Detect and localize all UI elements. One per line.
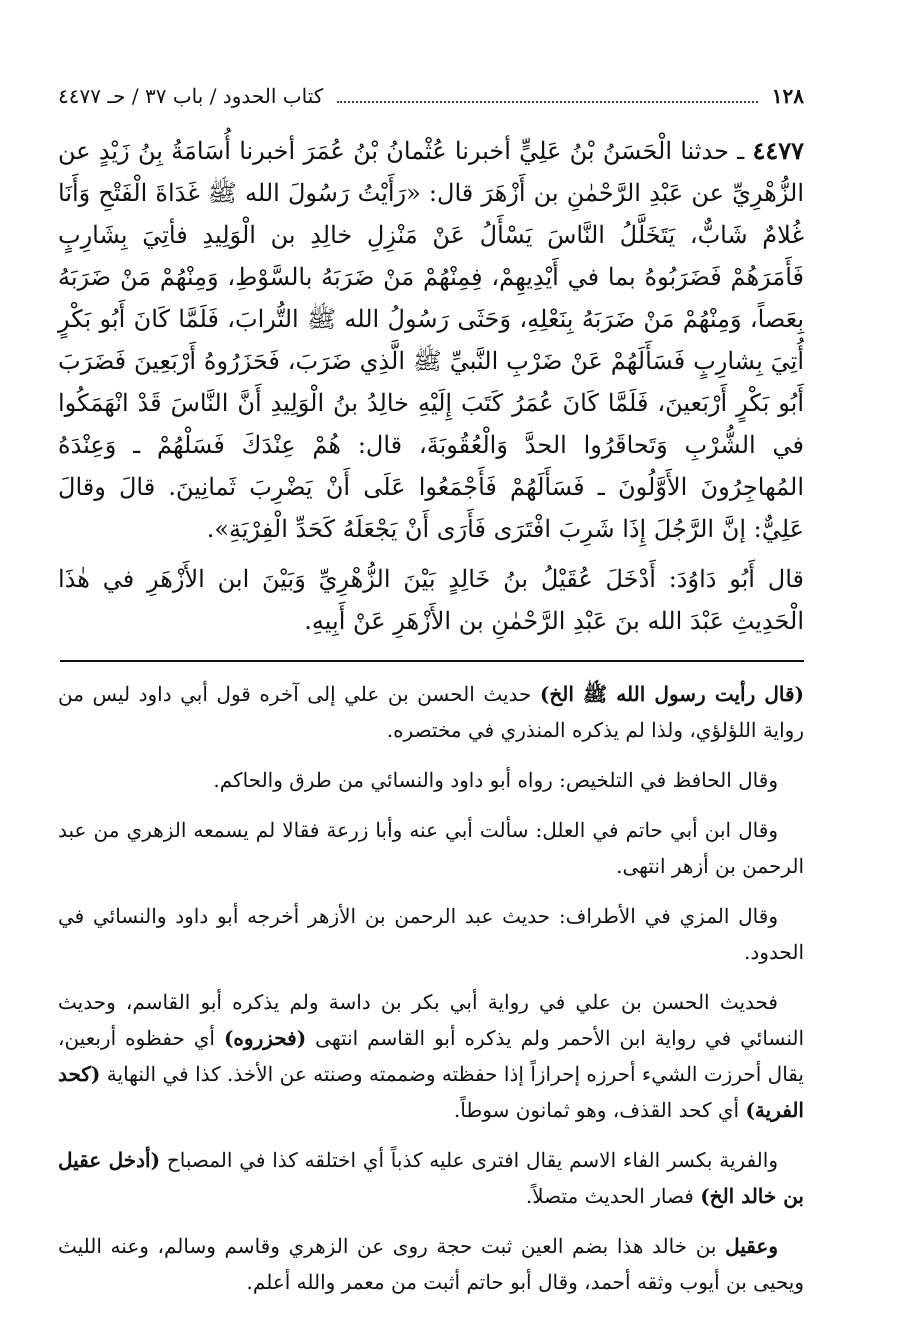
note-keyword: (قال رأيت رسول الله ﷺ الخ) [539,682,804,706]
running-head [58,84,804,120]
footnote-separator [60,660,804,662]
book-page [58,84,804,1314]
note-text: والفرية بكسر الفاء الاسم يقال افترى عليه كذباً أي اختلقه كذا في المصباح [160,1148,778,1172]
note-keyword: (فحزروه) [223,1026,307,1050]
note-text: بن خالد هذا بضم العين ثبت حجة روى عن الزهري وقاسم وسالم، وعنه الليث ويحيى بن أيوب وثقه أحمد، وقال أبو حاتم أثبت من معمر والله أعلم. [58,1234,804,1294]
note-paragraph [58,984,804,1128]
note-text: أي كحد القذف، وهو ثمانون سوطاً. [453,1098,746,1122]
leader-dots [337,89,758,103]
hadith-paragraph [58,130,804,550]
main-text [58,130,804,642]
note-paragraph [58,1142,804,1214]
note-text: فصار الحديث متصلاً. [525,1184,701,1208]
note-paragraph [58,1228,804,1300]
note-paragraph [58,676,804,748]
note-paragraph: وقال المزي في الأطراف: حديث عبد الرحمن بن الأزهر أخرجه أبو داود والنسائي في الحدود. [58,904,804,964]
note-text: أي حفظوه أربعين، يقال أحرزت الشيء أحرزه إحرازاً إذا حفظته وضممته وصنته عن الأخذ. كذا في النهاية [58,1026,804,1086]
running-title: كتاب الحدود / باب ٣٧ / حـ ٤٤٧٧ [58,84,324,108]
note-paragraph: وقال الحافظ في التلخيص: رواه أبو داود والنسائي من طرق والحاكم. [213,768,778,792]
abu-dawud-note: قال أَبُو دَاوُدَ: أَدْخَلَ عُقَيْلُ بنُ خَالِدٍ بَيْنَ الزُّهْرِيِّ وَبَيْنَ ابن الأَزْهَرِ في هٰذَا الْحَدِيثِ عَبْدَ الله بنَ عَبْدِ الرَّحْمٰنِ بن الأَزْهَرِ عَنْ أَبِيهِ. [58,565,804,635]
note-text: حديث الحسن بن علي إلى آخره قول أبي داود ليس من رواية اللؤلؤي، ولذا لم يذكره المنذري في مختصره. [58,682,804,742]
note-keyword: (أدخل عقيل بن خالد الخ) [58,1148,804,1208]
note-text: فحديث الحسن بن علي في رواية أبي بكر بن داسة ولم يذكره أبو القاسم، وحديث النسائي في رواية ابن الأحمر ولم يذكره أبو القاسم انتهى [58,990,804,1050]
note-keyword: وعقيل [725,1234,778,1258]
commentary-notes [58,676,804,1300]
page-number: ١٢٨ [771,84,804,108]
note-keyword: (كحد الفرية) [58,1062,804,1122]
hadith-number: ٤٤٧٧ [752,136,804,165]
hadith-text: ـ حدثنا الْحَسَنُ بْنُ عَلِيٍّ أخبرنا عُثْمانُ بْنُ عُمَرَ أخبرنا أُسَامَةُ بِنُ زَيْدٍ عن الزُّهْرِيِّ عن عَبْدِ الرَّحْمٰنِ بن أَزْهَرَ قال: «رَأَيْتُ رَسُولَ الله ﷺ غَدَاةَ الْفَتْحِ وَأَنَا غُلامٌ شَابٌّ، يَتَخَلَّلُ النَّاسَ يَسْأَلُ عَنْ مَنْزِلِ خالِدِ بن الْوَلِيدِ فأتِيَ بِشَارِبٍ فَأَمَرَهُمْ فَضَرَبُوهُ بما في أَيْدِيهِمْ، فِمِنْهُمْ مَنْ ضَرَبَهُ بالسَّوْطِ، وَمِنْهُمْ مَنْ ضَرَبَهُ بِعَصاً، وَمِنْهُمْ مَنْ ضَرَبَهُ بِنَعْلِهِ، وَحَثَى رَسُولُ الله ﷺ التُّرابَ، فَلَمَّا كَانَ أَبُو بَكْرٍ أُتِيَ بِشارِبٍ فَسَأَلَهُمْ عَنْ ضَرْبِ النَّبيِّ ﷺ الَّذِي ضَرَبَ، فَحَزَرُوهُ أَرْبَعِينَ فَضَرَبَ أَبُو بَكْرٍ أَرْبَعينَ، فَلَمَّا كَانَ عُمَرُ كَتَبَ إِلَيْهِ خالِدُ بنُ الْوَلِيدِ أَنَّ النَّاسَ قَدْ انْهَمَكُوا في الشُّرْبِ وَتَحاقَرُوا الحدَّ وَالْعُقُوبَةَ، قال: هُمْ عِنْدَكَ فَسَلْهُمْ ـ وَعِنْدَهُ المُهاجِرُونَ الأَوَّلُونَ ـ فَسَأَلَهُمْ فَأَجْمَعُوا عَلَى أَنْ يَضْرِبَ ثَمانِينَ. قالَ وقالَ عَلِيٌّ: إنَّ الرَّجُلَ إِذَا شَرِبَ افْتَرَى فَأَرَى أَنْ يَجْعَلَهُ كَحَدِّ الْفِرْيَةِ». [58,137,805,543]
note-paragraph: وقال ابن أبي حاتم في العلل: سألت أبي عنه وأبا زرعة فقالا لم يسمعه الزهري من عبد الرحمن بن أزهر انتهى. [58,818,804,878]
